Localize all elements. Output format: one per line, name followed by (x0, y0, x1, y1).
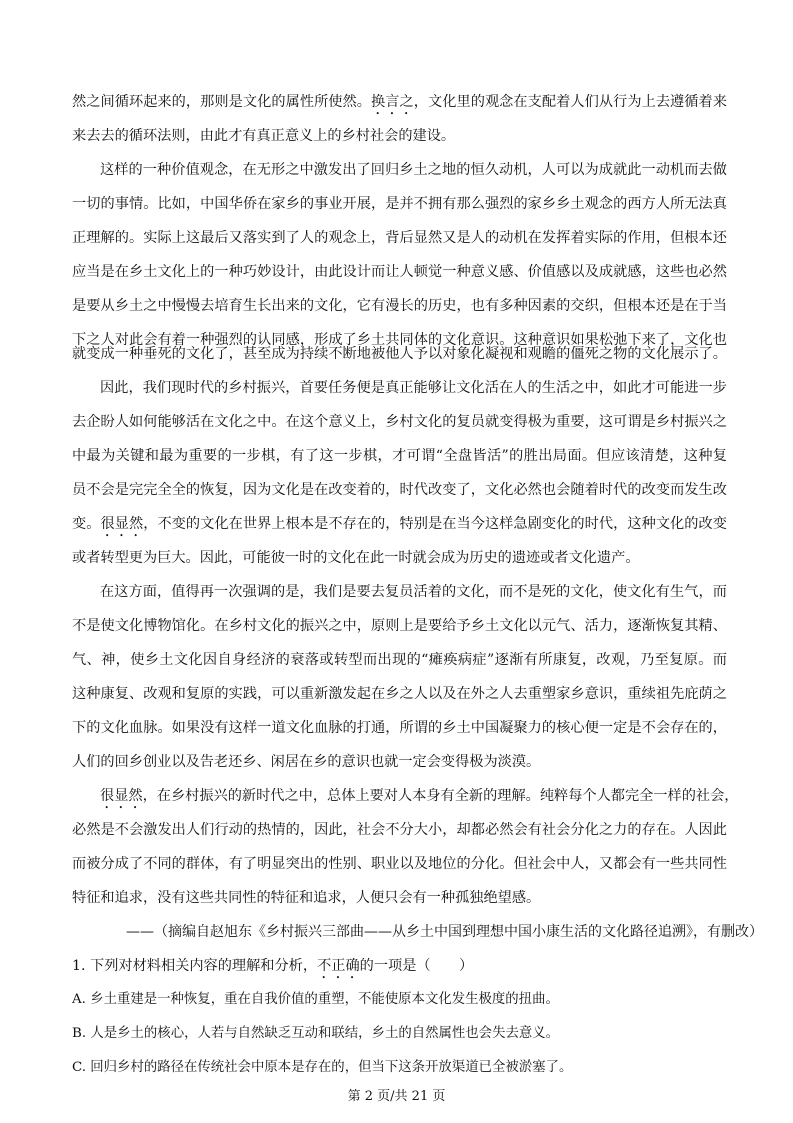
page-number: 第 2 页/共 21 页 (347, 1089, 446, 1104)
paragraph-line: 而被分成了不同的群体，有了明显突出的性别、职业以及地位的分化。但社会中人，又都会有一些共同性 (72, 856, 727, 872)
emphasis-text: 很显然 (100, 516, 144, 532)
paragraph-line: 来去去的循环法则，由此才有真正意义上的乡村社会的建设。 (72, 128, 456, 144)
answer-option-b: B. 人是乡土的核心，人若与自然缺乏互动和联结，乡土的自然属性也会失去意义。 (72, 1026, 560, 1041)
paragraph-line: 因此，我们现时代的乡村振兴，首要任务便是真正能够让文化活在人的生活之中，如此才可能进一步 (100, 380, 727, 396)
paragraph-line: 这种康复、改观和复原的实践，可以重新激发起在乡之人以及在外之人去重塑家乡意识，重续祖先庇荫之 (72, 686, 727, 702)
paragraph-line: 员不会是完完全全的恢复，因为文化是在改变着的，时代改变了，文化必然也会随着时代的改变而发生改 (72, 482, 727, 498)
answer-option-a: A. 乡土重建是一种恢复，重在自我价值的重塑，不能使原本文化发生极度的扭曲。 (72, 992, 559, 1007)
paragraph-line: 去企盼人如何能够活在文化之中。在这个意义上，乡村文化的复员就变得极为重要，这可谓是乡村振兴之 (72, 414, 727, 430)
paragraph-line: 这样的一种价值观念，在无形之中激发出了回归乡土之地的恒久动机，人可以为成就此一动机而去做 (100, 162, 727, 178)
paragraph-line: 就变成一种垂死的文化了，甚至成为持续不断地被他人予以对象化凝视和观瞻的僵死之物的文化展示了。 (72, 346, 727, 362)
question-stem: 1. 下列对材料相关内容的理解和分析，不正确的一项是（ ） (72, 958, 474, 974)
paragraph-line: 应当是在乡土文化上的一种巧妙设计，由此设计而让人顿觉一种意义感、价值感以及成就感，这些也必然 (72, 264, 727, 280)
paragraph-line: 正理解的。实际上这最后又落实到了人的观念上，背后显然又是人的动机在发挥着实际的作用，但根本还 (72, 230, 727, 246)
paragraph-line: 一切的事情。比如，中国华侨在家乡的事业开展，是并不拥有那么强烈的家乡乡土观念的西方人所无法真 (72, 196, 727, 212)
paragraph-line: 下之人对此会有着一种强烈的认同感，形成了乡土共同体的文化意识。这种意识如果松弛下来了，文化也 (72, 332, 727, 348)
paragraph-line: 必然是不会激发出人们行动的热情的，因此，社会不分大小，却都必然会有社会分化之力的存在。人因此 (72, 822, 727, 838)
paragraph-line: 是要从乡土之中慢慢去培育生长出来的文化，它有漫长的历史，也有多种因素的交织，但根本还是在于当 (72, 298, 727, 314)
paragraph-line: 变。很显然，不变的文化在世界上根本是不存在的，特别是在当今这样急剧变化的时代，这种文化的改变 (72, 516, 727, 532)
paragraph-line: 下的文化血脉。如果没有这样一道文化血脉的打通，所谓的乡土中国凝聚力的核心便一定是不会存在的， (72, 720, 727, 736)
paragraph-line: 很显然，在乡村振兴的新时代之中，总体上要对人本身有全新的理解。纯粹每个人都完全一样的社会， (100, 788, 739, 804)
paragraph-line: 然之间循环起来的，那则是文化的属性所使然。换言之，文化里的观念在支配着人们从行为上去遵循着来 (72, 94, 727, 110)
paragraph-line: 在这方面，值得再一次强调的是，我们是要去复员活着的文化，而不是死的文化，使文化有生气，而 (100, 584, 727, 600)
paragraph-line: 特征和追求，没有这些共同性的特征和追求，人便只会有一种孤独绝望感。 (72, 890, 541, 906)
emphasis-text: 换言之 (371, 94, 414, 110)
paragraph-line: 人们的回乡创业以及告老还乡、闲居在乡的意识也就一定会变得极为淡漠。 (72, 754, 541, 770)
answer-option-c: C. 回归乡村的路径在传统社会中原本是存在的，但当下这条开放渠道已全被淤塞了。 (72, 1060, 573, 1075)
paragraph-line: 气、神，使乡土文化因自身经济的衰落或转型而出现的“瘫痪病症”逐渐有所康复，改观，乃至复原。而 (72, 652, 727, 668)
emphasis-text: 不正确 (317, 958, 360, 974)
emphasis-text: 很显然 (100, 788, 143, 804)
paragraph-line: 中最为关键和最为重要的一步棋，有了这一步棋，才可谓“全盘皆活”的胜出局面。但应该清楚，这种复 (72, 448, 727, 464)
paragraph-line: 不是使文化博物馆化。在乡村文化的振兴之中，原则上是要给予乡土文化以元气、活力，逐渐恢复其精、 (72, 618, 727, 634)
source-citation: ——（摘编自赵旭东《乡村振兴三部曲——从乡土中国到理想中国小康生活的文化路径追溯》，有删改） (126, 924, 763, 940)
paragraph-line: 或者转型更为巨大。因此，可能彼一时的文化在此一时就会成为历史的遗迹或者文化遗产。 (72, 550, 640, 566)
